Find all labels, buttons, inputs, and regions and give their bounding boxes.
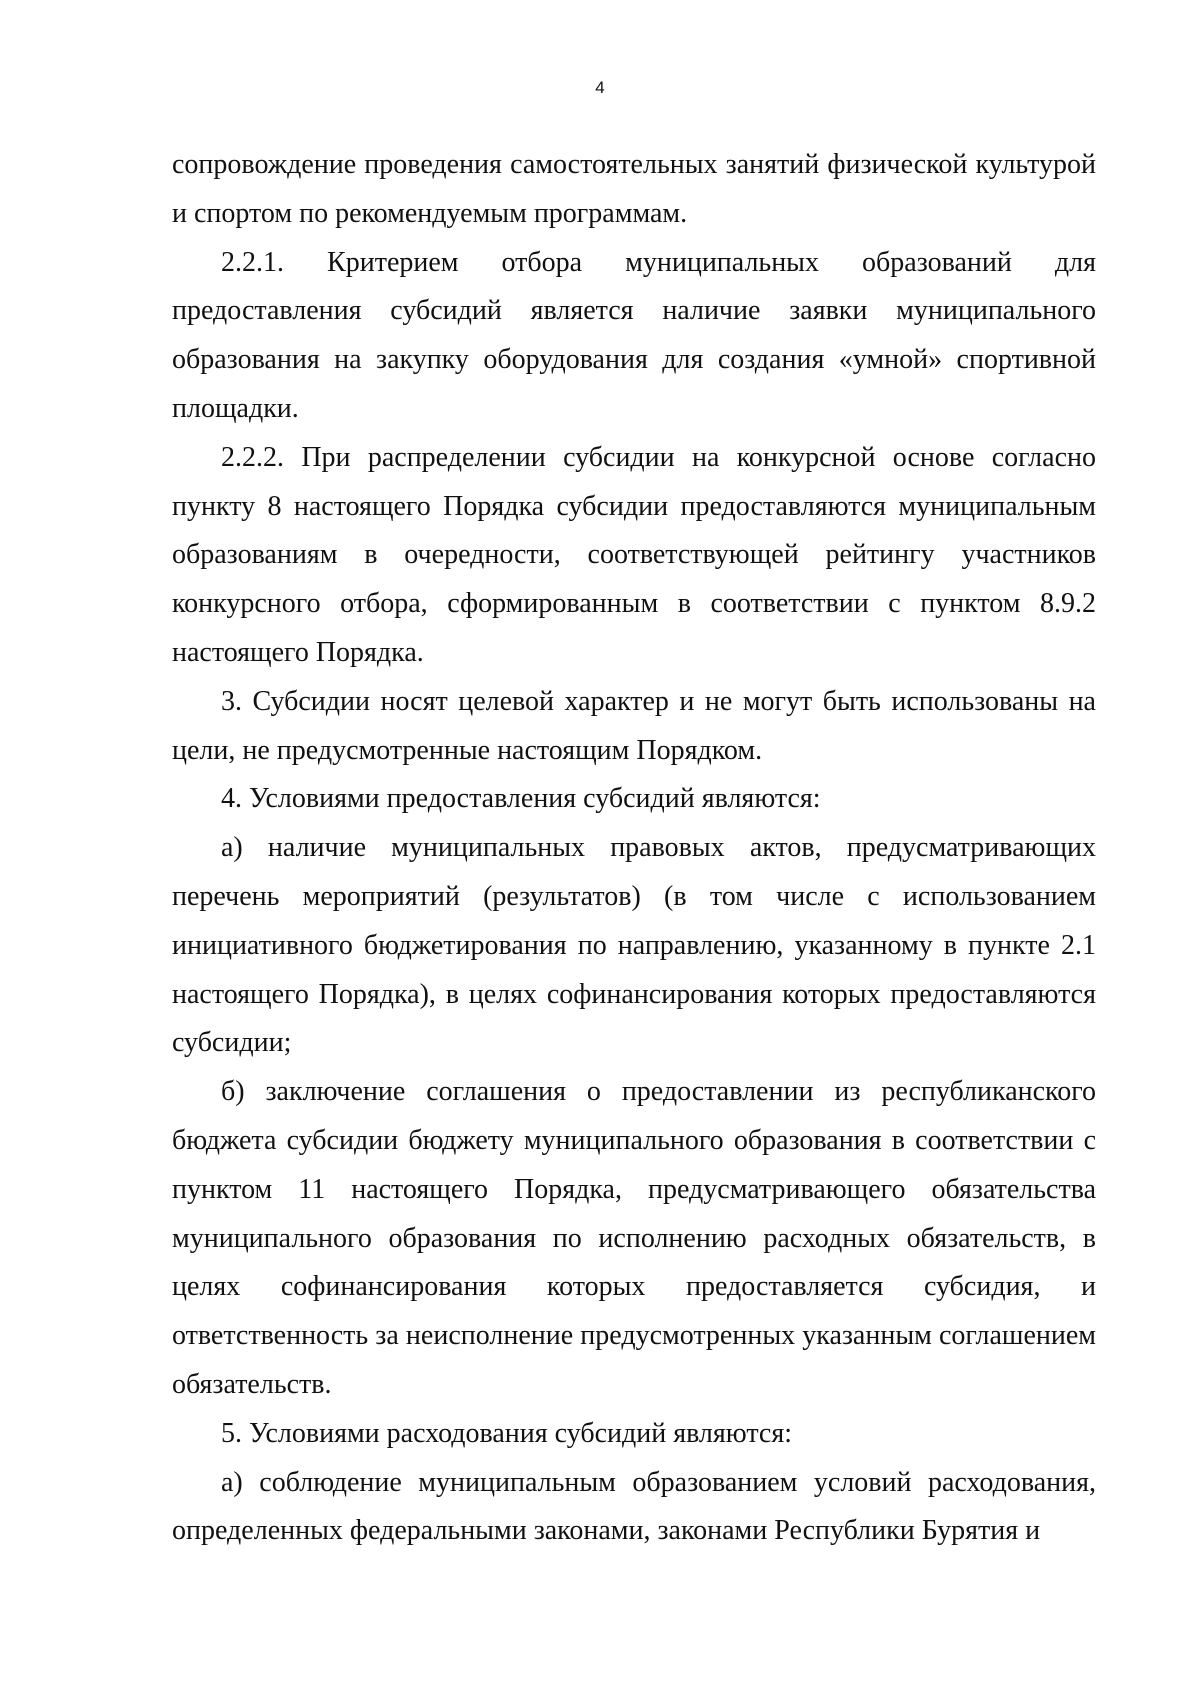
document-body <box>172 141 1096 1556</box>
paragraph-3: 3. Субсидии носят целевой характер и не могут быть использованы на цели, не предусмотренные настоящим Порядком. <box>172 685 1096 766</box>
paragraph-continuation: сопровождение проведения самостоятельных занятий физической культурой и спортом по рекомендуемым программам. <box>172 149 1096 229</box>
paragraph-5: 5. Условиями расходования субсидий являются: <box>221 1417 792 1449</box>
paragraph-2-2-1: 2.2.1. Критерием отбора муниципальных образований для предоставления субсидий является наличие заявки муниципального образования на закупку оборудования для создания «умной» спортивной площадки. <box>172 246 1096 424</box>
paragraph-4a: а) наличие муниципальных правовых актов, предусматривающих перечень мероприятий (результатов) (в том числе с использованием инициативного бюджетирования по направлению, указанному в пункте 2.1 настоящего Порядка), в целях софинансирования которых предоставляются субсидии; <box>172 832 1096 1059</box>
paragraph-2-2-2: 2.2.2. При распределении субсидии на конкурсной основе согласно пункту 8 настоящего Порядка субсидии предоставляются муниципальным образованиям в очередности, соответствующей рейтингу участников конкурсного отбора, сформированным в соответствии с пунктом 8.9.2 настоящего Порядка. <box>172 441 1096 668</box>
paragraph-4b: б) заключение соглашения о предоставлении из республиканского бюджета субсидии бюджету муниципального образования в соответствии с пунктом 11 настоящего Порядка, предусматривающего обязательства муниципального образования по исполнению расходных обязательств, в целях софинансирования которых предоставляется субсидия, и ответственность за неисполнение предусмотренных указанным соглашением обязательств. <box>172 1076 1096 1400</box>
paragraph-5a: а) соблюдение муниципальным образованием условий расходования, определенных федеральными законами, законами Республики Бурятия и <box>172 1466 1096 1547</box>
paragraph-4: 4. Условиями предоставления субсидий являются: <box>221 783 821 815</box>
page-number: 4 <box>595 78 605 97</box>
